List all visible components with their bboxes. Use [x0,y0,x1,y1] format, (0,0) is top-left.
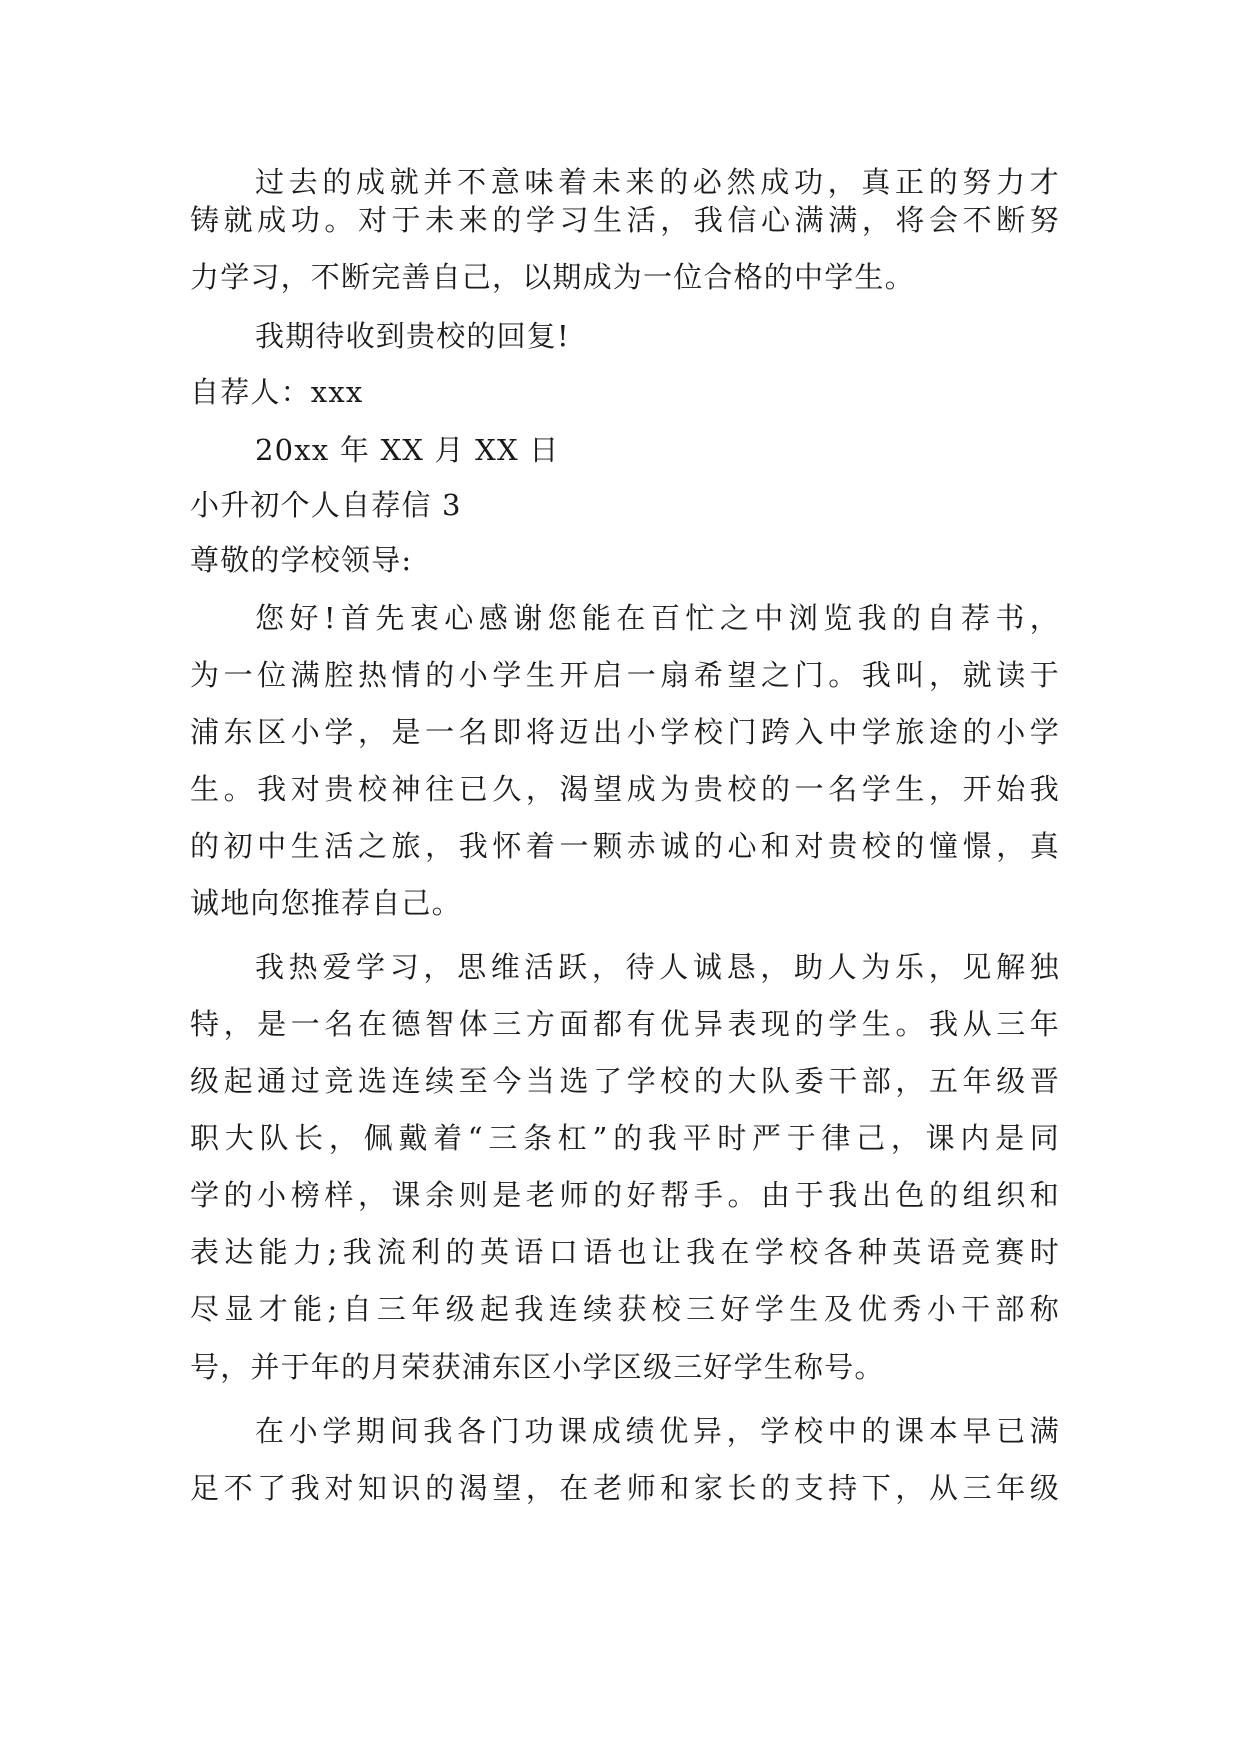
paragraph-1-line-1: 过去的成就并不意味着未来的必然成功，真正的努力才 [255,165,1060,199]
salutation: 尊敬的学校领导: [190,543,413,577]
paragraph-3-line-7: 尽显才能;自三年级起我连续获校三好学生及优秀小干部称 [190,1292,1060,1326]
paragraph-2-line-5: 的初中生活之旅，我怀着一颗赤诚的心和对贵校的憧憬，真 [190,829,1060,863]
paragraph-1-line-2: 铸就成功。对于未来的学习生活，我信心满满，将会不断努 [190,203,1060,237]
closing-line: 我期待收到贵校的回复! [255,319,570,353]
paragraph-3-line-3: 级起通过竞选连续至今当选了学校的大队委干部，五年级晋 [190,1064,1060,1098]
paragraph-3-line-2: 特，是一名在德智体三方面都有优异表现的学生。我从三年 [190,1007,1060,1041]
signature-line: 自荐人：xxx [190,375,364,409]
paragraph-3-line-6: 表达能力;我流利的英语口语也让我在学校各种英语竞赛时 [190,1235,1060,1269]
paragraph-3-line-8: 号，并于年的月荣获浦东区小学区级三好学生称号。 [190,1350,885,1384]
paragraph-2-line-2: 为一位满腔热情的小学生开启一扇希望之门。我叫，就读于 [190,658,1060,692]
date-line: 20xx 年 XX 月 XX 日 [255,433,560,467]
paragraph-3-line-5: 学的小榜样，课余则是老师的好帮手。由于我出色的组织和 [190,1178,1060,1212]
paragraph-2-line-4: 生。我对贵校神往已久，渴望成为贵校的一名学生，开始我 [190,772,1060,806]
paragraph-2-line-6: 诚地向您推荐自己。 [190,886,462,920]
paragraph-2-line-3: 浦东区小学，是一名即将迈出小学校门跨入中学旅途的小学 [190,715,1060,749]
paragraph-3-line-1: 我热爱学习，思维活跃，待人诚恳，助人为乐，见解独 [255,950,1060,984]
paragraph-3-line-4: 职大队长，佩戴着“三条杠”的我平时严于律己，课内是同 [190,1121,1060,1155]
paragraph-4-line-2: 足不了我对知识的渴望，在老师和家长的支持下，从三年级 [190,1471,1060,1505]
letter-title: 小升初个人自荐信 3 [190,488,462,522]
paragraph-2-line-1: 您好!首先衷心感谢您能在百忙之中浏览我的自荐书， [255,601,1060,635]
paragraph-4-line-1: 在小学期间我各门功课成绩优异，学校中的课本早已满 [255,1414,1060,1448]
paragraph-1-line-3: 力学习，不断完善自己，以期成为一位合格的中学生。 [190,260,915,294]
